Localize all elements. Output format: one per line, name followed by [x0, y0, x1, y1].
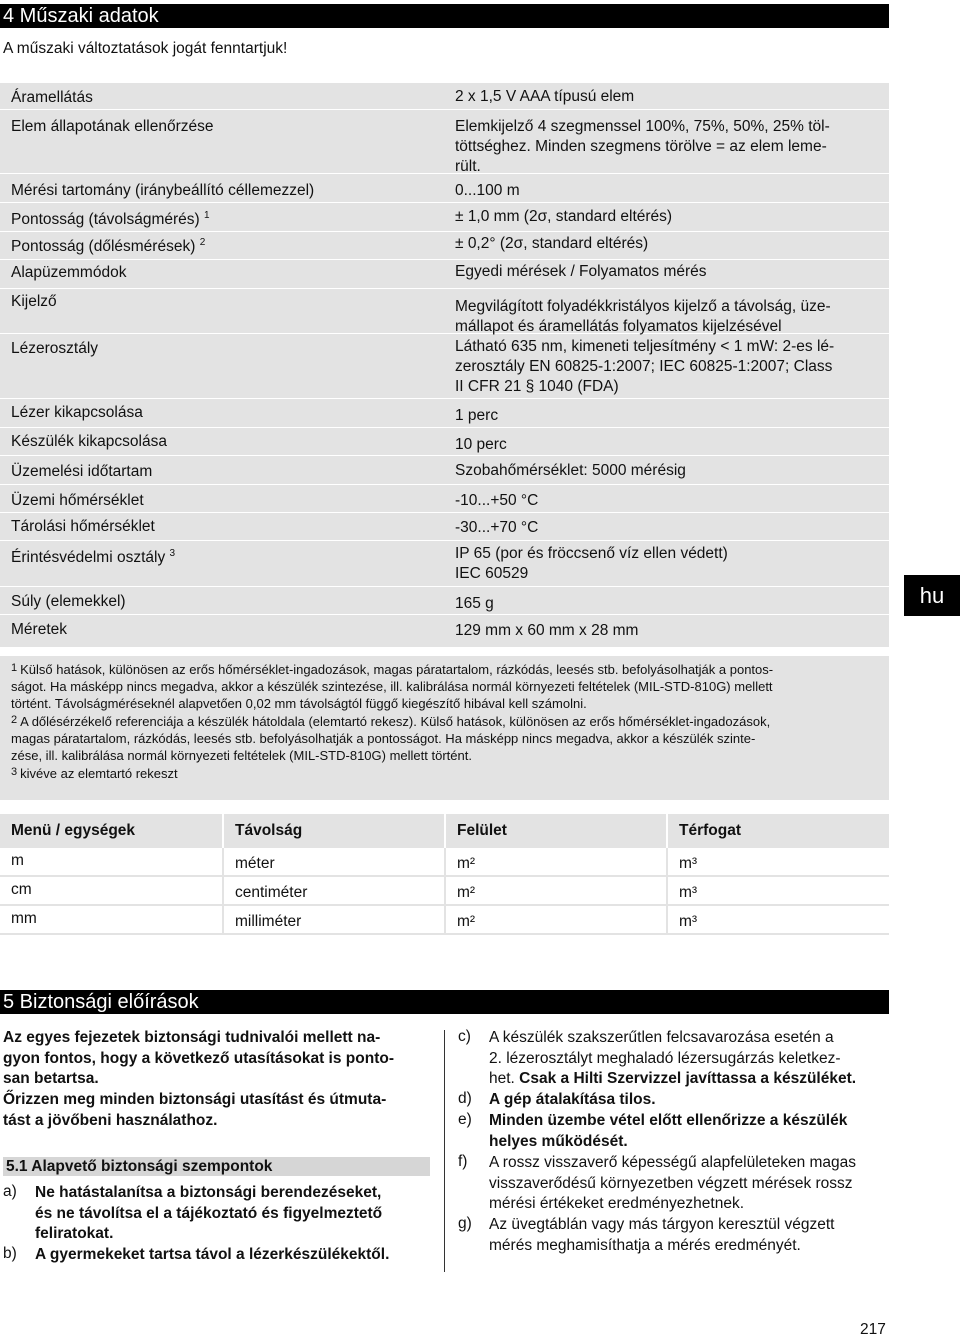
spec-label: Pontosság (dőlésmérések) $^2$ [11, 237, 206, 255]
footnotes-box [0, 656, 889, 800]
spec-value: 1 perc [455, 407, 499, 424]
spec-row [0, 587, 889, 615]
spec-value: Elemkijelző 4 szegmenssel 100%, 75%, 50%, 25% töl- töttséghez. Minden szegmens törölve = az elem leme- rült. [455, 118, 830, 175]
spec-label: Elem állapotának ellenőrzése [11, 118, 214, 135]
spec-value: 10 perc [455, 436, 507, 453]
spec-label: Készülék kikapcsolása [11, 433, 167, 450]
keep-instructions-paragraph: Őrizzen meg minden biztonsági utasítást és útmuta- tást a jövőbeni használathoz. [3, 1091, 387, 1129]
footnote-1-line2: ságot. Ha másképp nincs megadva, akkor a készülék szintezése, ill. kalibrálása normál környezeti feltételek (MIL-STD-810G) mellett [11, 679, 773, 694]
spec-value: ± 1,0 mm (2σ, standard eltérés) [455, 208, 673, 225]
units-cell: m³ [666, 906, 889, 933]
spec-row [0, 615, 889, 647]
units-cell: mm [11, 910, 37, 927]
units-cell: centiméter [222, 877, 444, 904]
units-cell: méter [222, 848, 444, 875]
spec-label: Mérési tartomány (iránybeállító céllemezzel) [11, 182, 315, 199]
units-cell: m [11, 852, 24, 869]
intro-paragraph: Az egyes fejezetek biztonsági tudnivalói mellett na- gyon fontos, hogy a következő utasításokat is ponto- san betartsa. [3, 1029, 394, 1087]
spec-label: Súly (elemekkel) [11, 593, 126, 610]
spec-value: -30...+70 °C [455, 519, 539, 536]
units-header-row [0, 814, 889, 848]
table-row [0, 906, 889, 935]
spec-row [0, 334, 889, 399]
table-row [0, 877, 889, 906]
spec-value: IP 65 (por és fröccsenő víz ellen védett) IEC 60529 [455, 545, 728, 582]
language-tab: hu [904, 575, 960, 616]
spec-row [0, 485, 889, 513]
spec-label: Alapüzemmódok [11, 264, 127, 281]
spec-row [0, 232, 889, 260]
footnote-2-line3: zése, ill. kalibrálása normál környezeti feltételek (MIL-STD-810G) mellett történt. [11, 748, 472, 763]
spec-value: 129 mm x 60 mm x 28 mm [455, 622, 639, 639]
spec-value: -10...+50 °C [455, 492, 539, 509]
column-divider [444, 1030, 445, 1272]
page-number: 217 [860, 1321, 886, 1338]
spec-row [0, 399, 889, 428]
spec-row [0, 260, 889, 289]
spec-label: Üzemi hőmérséklet [11, 492, 144, 509]
spec-label: Lézer kikapcsolása [11, 404, 143, 421]
spec-value: Szobahőmérséklet: 5000 mérésig [455, 462, 686, 479]
table-row [0, 848, 889, 877]
spec-row [0, 110, 889, 174]
spec-label: Méretek [11, 621, 67, 638]
units-header-cell: Távolság [222, 814, 444, 848]
spec-value: Látható 635 nm, kimeneti teljesítmény < 1 mW: 2-es lé- zerosztály EN 60825-1:2007; IEC 60825-1:2007; Class II CFR 21 § 1040 (FDA) [455, 338, 835, 395]
footnote-1: $^1$ Külső hatások, különösen az erős hőmérséklet-ingadozások, magas páratartalom, rázkódás, leesés stb. befolyásolhatják a pontos- [11, 662, 774, 677]
spec-value: 2 x 1,5 V AAA típusú elem [455, 88, 635, 105]
units-cell: m² [444, 848, 666, 875]
section-4-title: 4 Műszaki adatok [0, 4, 889, 28]
spec-label: Kijelző [11, 293, 57, 310]
spec-value: 0...100 m [455, 182, 520, 199]
spec-value: ± 0,2° (2σ, standard eltérés) [455, 235, 649, 252]
spec-label: Érintésvédelmi osztály $^3$ [11, 548, 176, 566]
spec-value: Megvilágított folyadékkristályos kijelző a távolság, üze- mállapot és áramellátás folyamatos kijelzésével [455, 298, 831, 335]
units-cell: m³ [666, 848, 889, 875]
subsection-5-1-title: 5.1 Alapvető biztonsági szempontok [3, 1157, 430, 1176]
spec-value: Egyedi mérések / Folyamatos mérés [455, 263, 707, 280]
spec-label: Üzemelési időtartam [11, 463, 153, 480]
units-header-cell: Felület [444, 814, 666, 848]
units-cell: m³ [666, 877, 889, 904]
spec-label: Pontosság (távolságmérés) $^1$ [11, 210, 210, 228]
units-cell: m² [444, 906, 666, 933]
footnote-3: $^3$ kivéve az elemtartó rekeszt [11, 766, 178, 781]
spec-row [0, 83, 889, 110]
spec-value: 165 g [455, 595, 494, 612]
units-cell: m² [444, 877, 666, 904]
units-cell: milliméter [222, 906, 444, 933]
spec-row [0, 428, 889, 456]
disclaimer-note: A műszaki változtatások jogát fenntartjuk! [3, 40, 288, 57]
spec-label: Lézerosztály [11, 340, 99, 357]
footnote-1-line3: történt. Távolságméréseknél alapvetően 0,02 mm távolságtól függő kiegészítő hibával kell számolni. [11, 696, 587, 711]
spec-row [0, 174, 889, 203]
spec-label: Tárolási hőmérséklet [11, 518, 155, 535]
spec-row [0, 541, 889, 587]
units-header-cell: Menü / egységek [11, 822, 136, 839]
spec-row [0, 203, 889, 232]
units-header-cell: Térfogat [666, 814, 889, 848]
section-5-title: 5 Biztonsági előírások [0, 990, 889, 1014]
footnote-2: $^2$ A dőlésérzékelő referenciája a készülék hátoldala (elemtartó rekesz). Külső hatások, különösen az erős hőmérséklet-ingadozások, [11, 714, 771, 729]
footnote-2-line2: magas páratartalom, rázkódás, leesés stb. befolyásolhatják a pontosságot. Ha másképp nincs megadva, akkor a készülék szinte- [11, 731, 756, 746]
spec-row [0, 456, 889, 485]
spec-table [0, 83, 889, 647]
spec-row [0, 289, 889, 334]
spec-label: Áramellátás [11, 89, 93, 106]
spec-row [0, 513, 889, 541]
units-cell: cm [11, 881, 32, 898]
